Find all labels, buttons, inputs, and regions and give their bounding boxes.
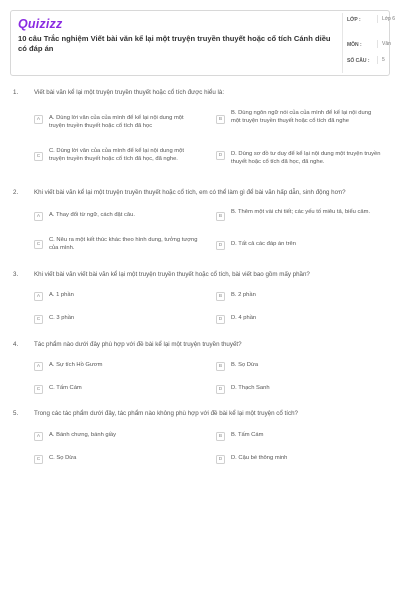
question-text: Tác phẩm nào dưới đây phù hợp với đề bài kể lại một truyện truyền thuyết?	[34, 341, 242, 348]
option-text: A. Sự tích Hồ Gươm	[49, 362, 103, 368]
option-letter-badge: A	[34, 432, 43, 441]
option-text: B. 2 phần	[231, 292, 256, 298]
worksheet-title: 10 câu Trắc nghiệm Viết bài văn kể lại một truyện truyền thuyết hoặc cổ tích Cánh diều có đáp án	[18, 34, 331, 53]
option-a[interactable]	[34, 362, 199, 371]
option-text: A. Dùng lời văn của của mình để kể lại nội dung một truyện truyền thuyết hoặc cổ tích đã học	[49, 115, 184, 129]
question-number: 1.	[13, 89, 19, 96]
option-text: D. Dùng sơ đồ tư duy để kể lại nội dung một truyện truyền thuyết hoặc cổ tích đã học, đã nghe.	[231, 151, 381, 165]
brand-logo: Quizizz	[18, 17, 63, 31]
question-text: Trong các tác phẩm dưới đây, tác phẩm nào không phù hợp với đề bài kể lại một truyện cổ tích?	[34, 410, 298, 417]
option-letter-badge: D	[216, 151, 225, 160]
option-b[interactable]	[216, 292, 381, 301]
question-number: 2.	[13, 189, 19, 196]
option-letter-badge: D	[216, 455, 225, 464]
option-letter-badge: D	[216, 385, 225, 394]
option-text: D. Thạch Sanh	[231, 385, 270, 391]
subject-label: MÔN :	[347, 42, 362, 48]
option-letter-badge: B	[216, 212, 225, 221]
option-text: C. Nêu ra một kết thúc khác theo hình dung, tưởng tượng của mình.	[49, 237, 198, 251]
option-c[interactable]	[34, 315, 199, 324]
option-a[interactable]	[34, 115, 199, 130]
option-letter-badge: B	[216, 115, 225, 124]
option-a[interactable]	[34, 292, 199, 301]
option-text: D. Cậu bé thông minh	[231, 455, 288, 461]
option-text: A. 1 phần	[49, 292, 74, 298]
option-text: C. Sọ Dừa	[49, 455, 77, 461]
header-divider	[342, 13, 343, 73]
option-text: A. Bánh chưng, bánh giầy	[49, 432, 117, 438]
grade-label: LỚP :	[347, 17, 361, 23]
option-text: B. Sọ Dừa	[231, 362, 259, 368]
option-letter-badge: D	[216, 241, 225, 250]
question-number: 3.	[13, 271, 19, 278]
option-b[interactable]	[216, 432, 381, 441]
option-letter-badge: C	[34, 455, 43, 464]
option-text: D. 4 phần	[231, 315, 257, 321]
option-d[interactable]	[216, 455, 381, 464]
question-text: Khi viết bài văn viết bài văn kể lại một truyện truyền thuyết hoặc cổ tích, bài viết bao gồm mấy phần?	[34, 271, 310, 278]
option-letter-badge: A	[34, 292, 43, 301]
option-letter-badge: D	[216, 315, 225, 324]
option-c[interactable]	[34, 237, 199, 252]
option-letter-badge: C	[34, 152, 43, 161]
grade-value: Lớp 6	[377, 15, 395, 23]
option-letter-badge: A	[34, 212, 43, 221]
question-number: 5.	[13, 410, 19, 417]
subject-value: Văn	[377, 40, 395, 48]
option-b[interactable]	[216, 110, 381, 125]
option-text: C. 3 phần	[49, 315, 75, 321]
option-c[interactable]	[34, 148, 199, 163]
option-b[interactable]	[216, 362, 381, 371]
option-letter-badge: C	[34, 240, 43, 249]
option-text: B. Tấm Cám	[231, 432, 264, 438]
option-text: B. Thêm một vài chi tiết; các yếu tố miêu tả, biểu cảm.	[231, 209, 371, 215]
option-a[interactable]	[34, 432, 199, 441]
option-letter-badge: A	[34, 115, 43, 124]
option-text: D. Tất cả các đáp án trên	[231, 241, 296, 247]
option-letter-badge: B	[216, 292, 225, 301]
option-text: C. Dùng lời văn của của mình để kể lại nội dung một truyện truyền thuyết hoặc cổ tích đã học, đã nghe.	[49, 148, 184, 162]
option-letter-badge: B	[216, 432, 225, 441]
option-text: B. Dùng ngôn ngữ nói của của mình để kể lại nội dung một truyện truyền thuyết hoặc cổ tích đã nghe	[231, 110, 372, 124]
worksheet-header	[10, 10, 396, 76]
option-letter-badge: B	[216, 362, 225, 371]
option-text: C. Tấm Cám	[49, 385, 82, 391]
question-text: Viết bài văn kể lại một truyện truyền thuyết hoặc cổ tích được hiểu là:	[34, 89, 225, 96]
option-a[interactable]	[34, 212, 199, 221]
option-d[interactable]	[216, 241, 381, 250]
option-c[interactable]	[34, 385, 199, 394]
question-number: 4.	[13, 341, 19, 348]
option-letter-badge: C	[34, 385, 43, 394]
option-d[interactable]	[216, 151, 381, 166]
option-b[interactable]	[216, 209, 381, 221]
count-value: 5	[377, 56, 395, 64]
option-c[interactable]	[34, 455, 199, 464]
count-label: SỐ CÂU :	[347, 58, 370, 64]
question-text: Khi viết bài văn kể lại một truyện truyền thuyết hoặc cổ tích, em có thể làm gì để bài văn hấp dẫn, sinh động hơn?	[34, 189, 346, 196]
option-letter-badge: A	[34, 362, 43, 371]
option-letter-badge: C	[34, 315, 43, 324]
option-d[interactable]	[216, 315, 381, 324]
option-text: A. Thay đổi từ ngữ, cách đặt câu.	[49, 212, 135, 218]
option-d[interactable]	[216, 385, 381, 394]
